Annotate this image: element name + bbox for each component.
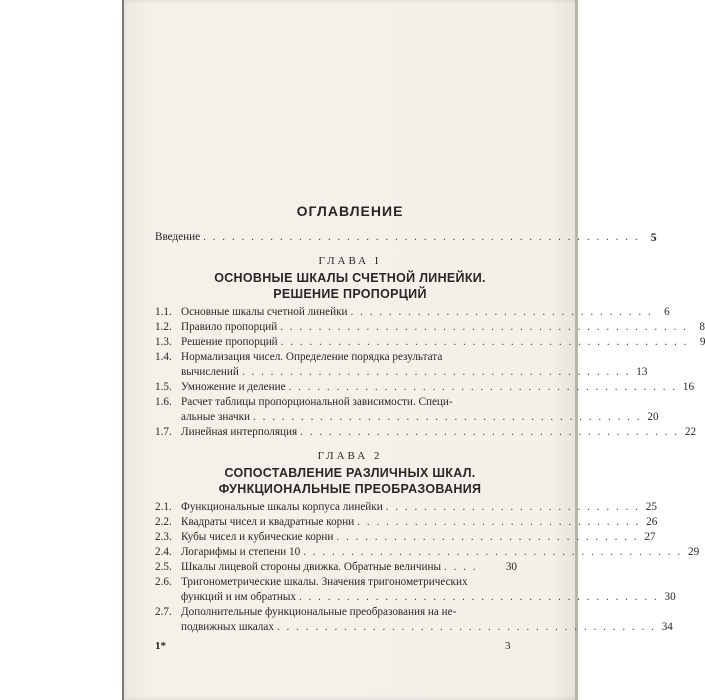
entry-page: 8 (699, 320, 705, 333)
entry-number: 1.7. (155, 425, 172, 438)
toc-entry (155, 334, 705, 349)
entry-number: 2.5. (155, 560, 172, 573)
leader-dots: . . . . . . . . . . . . . . . . . . . . . . . . . . . . . . . . . . . . . . (298, 590, 659, 603)
leader-dots: . . . . . . . . . . . . . . . . . . . . . . . . . . . . . . . . . . . . . . . . (303, 545, 683, 558)
entry-page: 30 (664, 590, 676, 603)
entry-page: 27 (644, 530, 656, 543)
entry-text: функций и им обратных (181, 590, 296, 603)
entry-number: 1.4. (155, 350, 172, 363)
leader-dots: . . . . . . . . . . . . . . . . . . . . . . . . . . . . . . (357, 515, 641, 528)
leader-dots: . . . . . . . . . . . . . . . . . . . . . . . . . . . . . . . . . . . . . . . . . . . . . . (203, 230, 640, 243)
toc-entry (155, 424, 697, 439)
entry-text: Дополнительные функциональные преобразования на не- (181, 605, 457, 618)
toc-title: ОГЛАВЛЕНИЕ (296, 203, 404, 219)
toc-entry-intro (155, 229, 657, 244)
toc-entry (155, 544, 700, 559)
leader-dots: . . . . . . . . . . . . . . . . . . . . . . . . . . . . . . . . . . . . . . . . . (241, 365, 631, 378)
page-left-edge (122, 0, 124, 700)
toc-entry (155, 379, 695, 394)
entry-text: Шкалы лицевой стороны движка. Обратные величины (181, 560, 441, 573)
toc-entry (155, 574, 517, 589)
entry-number: 1.6. (155, 395, 172, 408)
chapter-label: ГЛАВА I (318, 255, 382, 267)
entry-page: 9 (699, 335, 705, 348)
entry-text: Квадраты чисел и квадратные корни (181, 515, 355, 528)
entry-number: 2.4. (155, 545, 172, 558)
chapter-title: РЕШЕНИЕ ПРОПОРЦИЙ (273, 287, 427, 301)
entry-text: Правило пропорций (181, 320, 278, 333)
toc-entry-continuation (181, 589, 676, 604)
leader-dots: . . . . (444, 560, 478, 573)
entry-page: 16 (682, 380, 695, 393)
leader-dots: . . . . . . . . . . . . . . . . . . . . . . . . . . . . . . . . . . . . . . . . . (288, 380, 678, 393)
entry-number: 1.5. (155, 380, 172, 393)
entry-text: Основные шкалы счетной линейки (181, 305, 348, 318)
entry-text: альные значки (181, 410, 250, 423)
toc-entry (155, 394, 517, 409)
entry-text: подвижных шкалах (181, 620, 274, 633)
entry-number: 1.2. (155, 320, 172, 333)
leader-dots: . . . . . . . . . . . . . . . . . . . . . . . . . . . . . . . . . . . . . . . . . (253, 410, 642, 423)
entry-text: Логарифмы и степени 10 (181, 545, 301, 558)
entry-number: 2.1. (155, 500, 172, 513)
entry-page: 22 (684, 425, 697, 438)
entry-text: Тригонометрические шкалы. Значения тригонометрических (181, 575, 468, 588)
chapter-title: ОСНОВНЫЕ ШКАЛЫ СЧЕТНОЙ ЛИНЕЙКИ. (214, 271, 486, 285)
toc-entry (155, 529, 656, 544)
toc-entry (155, 604, 517, 619)
toc-entry (155, 349, 517, 364)
leader-dots: . . . . . . . . . . . . . . . . . . . . . . . . . . . . . . . . . . . . . . . . (276, 620, 656, 633)
signature-mark: 1* (155, 640, 166, 652)
leader-dots: . . . . . . . . . . . . . . . . . . . . . . . . . . . (385, 500, 640, 513)
entry-text: Линейная интерполяция (181, 425, 298, 438)
entry-number: 2.2. (155, 515, 172, 528)
entry-page: 6 (664, 305, 670, 318)
entry-page: 5 (650, 229, 657, 244)
entry-number: 2.7. (155, 605, 172, 618)
chapter-label: ГЛАВА 2 (317, 450, 383, 462)
entry-page: 29 (687, 545, 700, 558)
entry-page: 30 (505, 560, 517, 573)
entry-page: 20 (647, 410, 659, 423)
leader-dots: . . . . . . . . . . . . . . . . . . . . . . . . . . . . . . . . . . . . . . . . . . . (280, 320, 688, 333)
entry-text: Кубы чисел и кубические корни (181, 530, 334, 543)
chapter-title: СОПОСТАВЛЕНИЕ РАЗЛИЧНЫХ ШКАЛ. (224, 466, 476, 480)
toc-entry (155, 559, 517, 574)
toc-entry (155, 514, 658, 529)
page-number: 3 (505, 640, 511, 652)
leader-dots: . . . . . . . . . . . . . . . . . . . . . . . . . . . . . . . . (350, 305, 653, 318)
toc-entry (155, 499, 657, 514)
toc-entry-continuation (181, 409, 659, 424)
toc-entry (155, 319, 705, 334)
entry-text: вычислений (181, 365, 239, 378)
entry-number: 2.3. (155, 530, 172, 543)
toc-entry-continuation (181, 364, 648, 379)
entry-number: 1.1. (155, 305, 172, 318)
leader-dots: . . . . . . . . . . . . . . . . . . . . . . . . . . . . . . . . . . . . . . . . . . . (280, 335, 689, 348)
entry-text: Расчет таблицы пропорциональной зависимости. Специ- (181, 395, 453, 408)
leader-dots: . . . . . . . . . . . . . . . . . . . . . . . . . . . . . . . . . . . . . . . . (300, 425, 680, 438)
entry-text: Нормализация чисел. Определение порядка результата (181, 350, 443, 363)
entry-page: 26 (646, 515, 658, 528)
entry-text: Решение пропорций (181, 335, 278, 348)
entry-page: 34 (661, 620, 673, 633)
entry-text: Введение (155, 230, 201, 243)
entry-page: 13 (636, 365, 648, 378)
entry-number: 2.6. (155, 575, 172, 588)
entry-page: 25 (645, 500, 657, 513)
chapter-title: ФУНКЦИОНАЛЬНЫЕ ПРЕОБРАЗОВАНИЯ (218, 482, 482, 496)
entry-text: Умножение и деление (181, 380, 286, 393)
entry-text: Функциональные шкалы корпуса линейки (181, 500, 383, 513)
entry-number: 1.3. (155, 335, 172, 348)
toc-entry-continuation (181, 619, 673, 634)
leader-dots: . . . . . . . . . . . . . . . . . . . . . . . . . . . . . . . . (336, 530, 639, 543)
toc-entry (155, 304, 670, 319)
